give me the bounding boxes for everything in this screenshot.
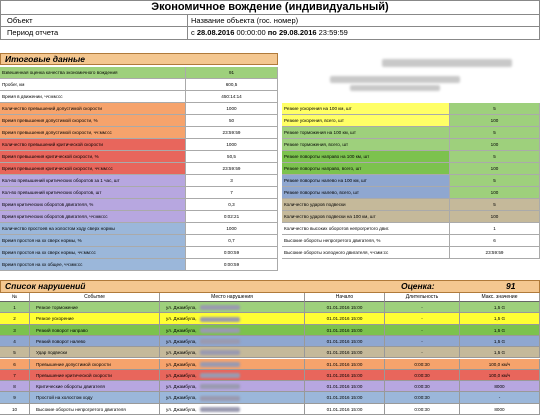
violation-start: 01.01.2016 15:00 [305, 359, 385, 370]
violation-row [0, 404, 540, 415]
violation-duration: - [385, 336, 460, 347]
violation-duration: - [385, 347, 460, 358]
violation-duration: - [385, 302, 460, 313]
totals-value: 0:00:59 [186, 247, 278, 259]
totals-right-value: 100 [450, 115, 540, 127]
totals-right-row [0, 163, 540, 175]
blurred-address [200, 317, 240, 322]
violation-row [0, 302, 540, 313]
violation-n: 7 [0, 370, 30, 381]
totals-right-value: 5 [450, 199, 540, 211]
totals-right-row [0, 115, 540, 127]
violation-event: Резкое ускорение [30, 313, 160, 324]
totals-value: 50,5 [186, 151, 278, 163]
violation-event: Превышение критической скорости [30, 370, 160, 381]
totals-right-label: Количество высоких оборотов непрогретого двиг. [282, 223, 450, 235]
violation-start: 01.01.2016 15:00 [305, 347, 385, 358]
column-header: Длительность [385, 293, 460, 302]
violation-event: Высокие обороты непрогретого двигателя [30, 404, 160, 415]
totals-right-label: Резкие повороты налево на 100 км, шт [282, 175, 450, 187]
totals-right-value: 5 [450, 127, 540, 139]
violation-place: ул. Джамбула, [160, 404, 305, 415]
totals-right-label: Резкие торможения, всего, шт [282, 139, 450, 151]
violation-start: 01.01.2016 15:00 [305, 325, 385, 336]
totals-label: Пробег, км [0, 79, 186, 91]
violation-row [0, 347, 540, 358]
violation-event: Резкое торможение [30, 302, 160, 313]
totals-right-row [0, 211, 540, 223]
totals-right-value: 1 [450, 223, 540, 235]
violation-event: Резкий поворот направо [30, 325, 160, 336]
totals-right-value: 23:59:59 [450, 247, 540, 259]
totals-right-row [0, 235, 540, 247]
violation-event: Резкий поворот налево [30, 336, 160, 347]
blurred-address [200, 407, 240, 412]
score-label: Оценка: [401, 281, 435, 291]
totals-value: 50 [186, 115, 278, 127]
totals-value: 1000 [186, 223, 278, 235]
totals-label: Время превышения критической скорости, % [0, 151, 186, 163]
totals-value: 600,5 [186, 79, 278, 91]
violation-place: ул. Джамбула, [160, 325, 305, 336]
violations-heading: Список нарушений [5, 281, 86, 291]
violation-max: 1,5 G [460, 325, 540, 336]
violation-max: 8000 [460, 381, 540, 392]
violation-max: 1,5 G [460, 302, 540, 313]
totals-right-value: 5 [450, 103, 540, 115]
totals-value: 450:14:14 [186, 91, 278, 103]
totals-right-label: Высокие обороты непрогретого двигателя, % [282, 235, 450, 247]
violation-duration: 0:00:30 [385, 392, 460, 403]
violation-start: 01.01.2016 15:00 [305, 302, 385, 313]
totals-label: Время в движении, чч:мм:сс [0, 91, 186, 103]
violation-start: 01.01.2016 15:00 [305, 392, 385, 403]
totals-right-label: Резкие повороты налево, всего, шт [282, 187, 450, 199]
totals-right-label: Резкие ускорения на 100 км, шт [282, 103, 450, 115]
violation-event: Простой на холостом ходу [30, 392, 160, 403]
totals-row [0, 259, 540, 271]
object-value: Название объекта (гос. номер) [191, 16, 299, 25]
violation-duration: - [385, 313, 460, 324]
violation-event: Критические обороты двигателя [30, 381, 160, 392]
blurred-address [200, 362, 240, 367]
violation-max: 8000 [460, 404, 540, 415]
totals-label: Количество превышений допустимой скорости [0, 103, 186, 115]
column-header: Макс. значение [460, 293, 540, 302]
violation-max: 100,0 км/ч [460, 370, 540, 381]
totals-right-row [0, 139, 540, 151]
totals-label: Время превышения допустимой скорости, чч:мм:сс [0, 127, 186, 139]
violation-start: 01.01.2016 15:00 [305, 370, 385, 381]
violation-place: ул. Джамбула, [160, 370, 305, 381]
violation-place: ул. Джамбула, [160, 359, 305, 370]
totals-right-value: 100 [450, 163, 540, 175]
totals-right-label: Высокие обороты холодного двигателя, чч:мм:сс [282, 247, 450, 259]
totals-label: Кол-во превышений критических оборотов за 1 час, шт [0, 175, 186, 187]
period-value: с 28.08.2016 00:00:00 по 29.08.2016 23:59:59 [191, 28, 348, 37]
column-header: № [0, 293, 30, 302]
totals-label: Время простоя на хх сверх нормы, % [0, 235, 186, 247]
violation-place: ул. Джамбула, [160, 313, 305, 324]
totals-label: Взвешенная оценка качества экономичного вождения [0, 67, 186, 79]
totals-value: 0:02:21 [186, 211, 278, 223]
period-row [0, 27, 540, 40]
violation-row [0, 313, 540, 324]
violation-place: ул. Джамбула, [160, 392, 305, 403]
totals-right-label: Резкие повороты направо, всего, шт [282, 163, 450, 175]
blurred-company-address [330, 76, 460, 83]
totals-value: 1000 [186, 103, 278, 115]
violation-max: 1,5 G [460, 313, 540, 324]
totals-right-row [0, 151, 540, 163]
totals-right-value: 5 [450, 151, 540, 163]
violation-max: 1,5 G [460, 336, 540, 347]
totals-right-row [0, 103, 540, 115]
object-label: Объект [7, 16, 33, 25]
violation-start: 01.01.2016 15:00 [305, 381, 385, 392]
violation-duration: 0:00:30 [385, 370, 460, 381]
totals-label: Время простоя на хх общее, чч:мм:сс [0, 259, 186, 271]
violations-heading-bar [0, 280, 540, 293]
violation-row [0, 381, 540, 392]
violation-row [0, 359, 540, 370]
period-label: Период отчета [7, 28, 59, 37]
totals-label: Время критических оборотов двигателя, чч:мм:сс [0, 211, 186, 223]
blurred-address [200, 396, 240, 401]
totals-value: 23:59:59 [186, 163, 278, 175]
totals-right-value: 100 [450, 187, 540, 199]
violation-duration: 0:00:30 [385, 381, 460, 392]
violation-n: 4 [0, 336, 30, 347]
totals-right-row [0, 175, 540, 187]
object-row [0, 15, 540, 27]
totals-right-value: 6 [450, 235, 540, 247]
blurred-address [200, 305, 240, 310]
violation-row [0, 370, 540, 381]
violation-place: ул. Джамбула, [160, 302, 305, 313]
totals-row [0, 91, 540, 103]
totals-right-row [0, 127, 540, 139]
violation-place: ул. Джамбула, [160, 347, 305, 358]
totals-right-value: 100 [450, 211, 540, 223]
violation-max: 1,5 G [460, 347, 540, 358]
violation-start: 01.01.2016 15:00 [305, 404, 385, 415]
violation-start: 01.01.2016 15:00 [305, 336, 385, 347]
totals-value: 3 [186, 175, 278, 187]
totals-value: 1000 [186, 139, 278, 151]
blurred-address [200, 339, 240, 344]
totals-right-row [0, 187, 540, 199]
totals-right-label: Резкие повороты направо на 100 км, шт [282, 151, 450, 163]
totals-label: Время превышения критической скорости, чч:мм:сс [0, 163, 186, 175]
blurred-address [200, 328, 240, 333]
totals-value: 0,3 [186, 199, 278, 211]
totals-label: Время простоя на хх сверх нормы, чч:мм:сс [0, 247, 186, 259]
violations-column-headers [0, 293, 540, 302]
totals-value: 91 [186, 67, 278, 79]
totals-label: Время превышения допустимой скорости, % [0, 115, 186, 127]
totals-label: Кол-во превышений критических оборотов, шт [0, 187, 186, 199]
totals-right-label: Количество ударов подвески [282, 199, 450, 211]
violation-place: ул. Джамбула, [160, 336, 305, 347]
violation-event: Удар подвески [30, 347, 160, 358]
violation-n: 6 [0, 359, 30, 370]
blurred-address [200, 373, 240, 378]
totals-right-row [0, 247, 540, 259]
violation-n: 5 [0, 347, 30, 358]
totals-heading: Итоговые данные [0, 53, 278, 65]
totals-right-row [0, 223, 540, 235]
totals-value: 0,7 [186, 235, 278, 247]
totals-right-label: Резкие торможения на 100 км, шт [282, 127, 450, 139]
column-header: Начало [305, 293, 385, 302]
violation-n: 10 [0, 404, 30, 415]
violation-row [0, 325, 540, 336]
blurred-company-address-2 [350, 85, 440, 91]
violation-place: ул. Джамбула, [160, 381, 305, 392]
violation-duration: 0:00:30 [385, 404, 460, 415]
violation-n: 8 [0, 381, 30, 392]
column-header: Место нарушения [160, 293, 305, 302]
violation-duration: - [385, 325, 460, 336]
totals-label: Количество превышений критической скорости [0, 139, 186, 151]
totals-label: Количество простоев на холостом ходу сверх нормы [0, 223, 186, 235]
blurred-address [200, 384, 240, 389]
totals-value: 0:00:59 [186, 259, 278, 271]
totals-right-row [0, 199, 540, 211]
totals-right-value: 5 [450, 175, 540, 187]
totals-right-label: Резкие ускорения, всего, шт [282, 115, 450, 127]
violation-max: 100,0 км/ч [460, 359, 540, 370]
violation-n: 9 [0, 392, 30, 403]
totals-label: Время критических оборотов двигателя, % [0, 199, 186, 211]
totals-right-label: Количество ударов подвески на 100 км, шт [282, 211, 450, 223]
violation-max: - [460, 392, 540, 403]
column-header: Событие [30, 293, 160, 302]
violation-n: 2 [0, 313, 30, 324]
report-title: Экономичное вождение (индивидуальный) [0, 0, 540, 15]
violation-event: Превышение допустимой скорости [30, 359, 160, 370]
blurred-company-name [382, 59, 512, 67]
totals-value: 23:59:59 [186, 127, 278, 139]
totals-value: 7 [186, 187, 278, 199]
blurred-address [200, 350, 240, 355]
violation-n: 1 [0, 302, 30, 313]
violation-start: 01.01.2016 15:00 [305, 313, 385, 324]
violation-row [0, 336, 540, 347]
violation-duration: 0:00:30 [385, 359, 460, 370]
score-value: 91 [506, 281, 516, 291]
violation-n: 3 [0, 325, 30, 336]
violation-row [0, 392, 540, 403]
totals-right-value: 100 [450, 139, 540, 151]
